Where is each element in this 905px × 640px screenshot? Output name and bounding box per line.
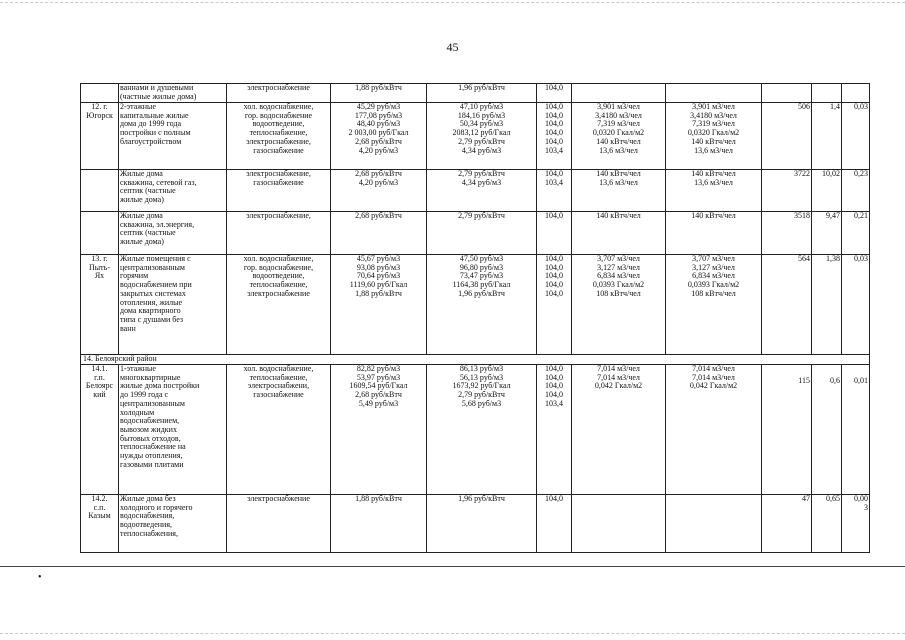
cell-services (227, 255, 331, 355)
cell-housing-category (119, 84, 227, 103)
cell-services (227, 365, 331, 495)
cell-line: 56,13 руб/м3 (459, 372, 504, 382)
cell-tariff-before (331, 255, 427, 355)
cell-line: скважина, эл.энергия, (120, 219, 195, 229)
cell-line: г.п. (94, 372, 105, 382)
cell-line: 13,6 м3/чел (694, 145, 733, 155)
cell-line: 3,707 м3/чел (692, 254, 735, 263)
cell-line: 104,0 (545, 254, 563, 263)
cell-norm-before (572, 103, 666, 170)
cell-line: септик (частные (120, 186, 176, 196)
cell-line: септик (частные (120, 228, 176, 238)
cell-tariff-before (331, 495, 427, 553)
cell-line: 104,0 (545, 102, 563, 111)
cell-line: жилые дома) (120, 195, 164, 205)
cell-line: 1,96 руб/кВтч (458, 83, 505, 92)
cell-population-share: 1,38 (812, 255, 842, 355)
cell-line: 14.1. (91, 364, 108, 373)
cell-line: 108 кВтч/чел (596, 288, 641, 298)
cell-population: 3518 (762, 212, 812, 255)
cell-line: постройки с полным (120, 128, 191, 138)
cell-line: скважина, сетевой газ, (120, 177, 197, 187)
row-yugorsk-gas (81, 170, 870, 212)
cell-line: 3,901 м3/чел (692, 102, 735, 111)
cell-line: 13,6 м3/чел (694, 177, 733, 187)
cell-services (227, 495, 331, 553)
cell-line: централизованным (120, 398, 185, 408)
cell-tariff-before (331, 212, 427, 255)
cell-index (537, 170, 572, 212)
cell-line: 82,82 руб/м3 (356, 364, 401, 373)
cell-line: хол. водоснабжение, (243, 254, 314, 263)
cell-line: с.п. (93, 502, 106, 512)
cell-line: Казым (88, 511, 111, 521)
cell-population: 115 (762, 365, 812, 495)
cell-line: 13,6 м3/чел (599, 177, 638, 187)
cell-line: гор. водоснабжение (244, 110, 313, 120)
cell-line: 104,0 (545, 262, 563, 272)
cell-line: водоснабжением при (120, 280, 192, 290)
cell-line: 45,67 руб/м3 (356, 254, 401, 263)
cell-line: 5,68 руб/м3 (461, 398, 502, 408)
cell-housing-category (119, 170, 227, 212)
cell-line: Ях (94, 271, 105, 281)
cell-line: 1673,92 руб/Гкал (452, 381, 511, 391)
cell-number (81, 255, 119, 355)
cell-index (537, 84, 572, 103)
cell-line: 103,4 (545, 177, 563, 187)
cell-line: 104,0 (545, 288, 563, 298)
cell-norm-after (666, 212, 762, 255)
cell-line: 3 (864, 502, 868, 512)
section-beloyarsky (81, 355, 870, 365)
cell-norm-before (572, 255, 666, 355)
cell-line: 93,08 руб/м3 (356, 262, 401, 272)
cell-line: жилые дома) (120, 237, 164, 247)
cell-line: 2,79 руб/кВтч (458, 211, 505, 220)
row-pyt-yakh (81, 255, 870, 355)
cell-line: 3,127 м3/чел (597, 262, 640, 272)
cell-population-share (812, 84, 842, 103)
cell-population-share: 9,47 (812, 212, 842, 255)
cell-line: 3,4180 м3/чел (690, 110, 737, 120)
cell-line: 104,0 (545, 390, 563, 400)
cell-total-share: 0,23 (842, 170, 870, 212)
cell-services (227, 212, 331, 255)
cell-line: дома до 1999 года (120, 119, 182, 129)
cell-line: 104,0 (545, 280, 563, 290)
cell-tariff-after (427, 255, 537, 355)
row-beloyarsky (81, 365, 870, 495)
cell-line: 0,0393 Гкал/м2 (592, 280, 645, 290)
cell-line: электроснабжение (247, 494, 310, 503)
cell-line: 140 кВтч/чел (596, 211, 641, 220)
cell-tariff-after (427, 84, 537, 103)
cell-line: жилые дома постройки (120, 381, 200, 391)
cell-line: 1164,38 руб/Гкал (452, 280, 511, 290)
cell-line: водоснабжением, (120, 416, 180, 426)
cell-line: электроснабжени, (247, 381, 310, 391)
cell-line: 0,0393 Гкал/м2 (687, 280, 740, 290)
tariff-table (80, 83, 870, 553)
cell-line: многоквартирные (120, 372, 181, 382)
cell-total-share: 0,21 (842, 212, 870, 255)
cell-line: 73,47 руб/м3 (459, 271, 504, 281)
cell-line: 47,50 руб/м3 (459, 254, 504, 263)
cell-line: благоустройством (120, 136, 182, 146)
cell-population (762, 84, 812, 103)
cell-line: 13,6 м3/чел (599, 145, 638, 155)
cell-total-share: 0,01 (842, 365, 870, 495)
cell-population-share: 0,65 (812, 495, 842, 553)
cell-line: 6,834 м3/чел (597, 271, 640, 281)
cell-tariff-before (331, 103, 427, 170)
cell-housing-category (119, 212, 227, 255)
cell-line: 1609,54 руб/Гкал (349, 381, 408, 391)
cell-population: 506 (762, 103, 812, 170)
cell-line: Пыть- (89, 262, 110, 272)
cell-tariff-after (427, 365, 537, 495)
cell-line: теплоснабжения, (120, 528, 178, 538)
cell-line: 2,79 руб/кВтч (458, 169, 505, 178)
cell-line: электроснабжение, (246, 169, 311, 178)
cell-norm-before (572, 170, 666, 212)
cell-total-share (842, 495, 870, 553)
cell-line: 4,20 руб/м3 (358, 145, 399, 155)
cell-line: вывозом жидких (120, 424, 177, 434)
cell-line: нужды отопления, (120, 451, 183, 461)
cell-line: 104,0 (545, 494, 563, 503)
cell-line: электроснабжение (247, 83, 310, 92)
cell-line: 2,68 руб/кВтч (355, 390, 402, 400)
cell-line: 2083,12 руб/Гкал (452, 128, 511, 138)
cell-line: 45,29 руб/м3 (356, 102, 401, 111)
cell-line: кий (93, 390, 106, 400)
cell-line: 4,20 руб/м3 (358, 177, 399, 187)
cell-line: 7,014 м3/чел (597, 372, 640, 382)
cell-total-share (842, 84, 870, 103)
cell-line: централизованным (120, 262, 185, 272)
cell-norm-before (572, 84, 666, 103)
cell-norm-before (572, 365, 666, 495)
cell-line: ванн (120, 323, 136, 333)
cell-line: 7,319 м3/чел (692, 119, 735, 129)
cell-number (81, 103, 119, 170)
cell-population: 564 (762, 255, 812, 355)
cell-line: 0,0320 Гкал/м2 (687, 128, 740, 138)
cell-line: 6,834 м3/чел (692, 271, 735, 281)
cell-index (537, 495, 572, 553)
cell-norm-after (666, 365, 762, 495)
cell-line: 2,68 руб/кВтч (355, 136, 402, 146)
scan-bottom-edge (0, 633, 905, 634)
cell-population-share: 0,6 (812, 365, 842, 495)
cell-population-share: 10,02 (812, 170, 842, 212)
cell-line: водоснабжения, (120, 511, 175, 521)
cell-line: Жилые дома без (120, 494, 176, 503)
scan-top-edge (0, 2, 905, 3)
cell-line: 12. г. (91, 102, 108, 111)
cell-line: 14.2. (91, 494, 108, 503)
cell-line: 184,16 руб/м3 (457, 110, 506, 120)
cell-tariff-before (331, 84, 427, 103)
cell-tariff-before (331, 365, 427, 495)
cell-housing-category (119, 255, 227, 355)
cell-line: 1,88 руб/кВтч (355, 494, 402, 503)
cell-line: Югорск (86, 110, 113, 120)
cell-line: горячим (120, 271, 149, 281)
cell-line: закрытых системах (120, 288, 186, 298)
cell-line: теплоснабжение, (249, 372, 308, 382)
cell-total-share: 0,03 (842, 103, 870, 170)
cell-line: ваннами и душевыми (120, 83, 194, 92)
cell-line: 50,34 руб/м3 (459, 119, 504, 129)
cell-population-share: 1,4 (812, 103, 842, 170)
cell-number (81, 212, 119, 255)
section-label: 14. Белоярский район (81, 355, 870, 365)
cell-line: 104,0 (545, 372, 563, 382)
cell-line: 104,0 (545, 110, 563, 120)
cell-line: 1,96 руб/кВтч (458, 494, 505, 503)
cell-population: 47 (762, 495, 812, 553)
cell-line: 0,042 Гкал/м2 (689, 381, 738, 391)
cell-line: 1,88 руб/кВтч (355, 83, 402, 92)
cell-line: 140 кВтч/чел (691, 211, 736, 220)
cell-line: газоснабжение (253, 390, 304, 400)
cell-tariff-after (427, 212, 537, 255)
cell-line: 2,68 руб/кВтч (355, 211, 402, 220)
cell-index (537, 255, 572, 355)
cell-line: 104,0 (545, 381, 563, 391)
cell-norm-after (666, 84, 762, 103)
cell-line: 3,901 м3/чел (597, 102, 640, 111)
row-continued (81, 84, 870, 103)
cell-line: 2,79 руб/кВтч (458, 136, 505, 146)
cell-line: хол. водоснабжение, (243, 364, 314, 373)
cell-line: 104,0 (545, 364, 563, 373)
cell-line: газоснабжение (253, 145, 304, 155)
cell-line: 4,34 руб/м3 (461, 177, 502, 187)
cell-line: холодным (120, 407, 155, 417)
cell-line: 140 кВтч/чел (596, 136, 641, 146)
cell-line: 104,0 (545, 119, 563, 129)
page-number: 45 (446, 40, 459, 54)
cell-line: 1119,60 руб/Гкал (349, 280, 408, 290)
cell-housing-category (119, 495, 227, 553)
cell-housing-category (119, 365, 227, 495)
cell-norm-after (666, 170, 762, 212)
cell-line: хол. водоснабжение, (243, 102, 314, 111)
cell-line: 140 кВтч/чел (691, 169, 736, 178)
cell-line: 2-этажные (120, 102, 156, 111)
cell-services (227, 84, 331, 103)
cell-line: 2 003,00 руб/Гкал (348, 128, 409, 138)
cell-number (81, 170, 119, 212)
cell-norm-after (666, 103, 762, 170)
cell-line: 104,0 (545, 211, 563, 220)
cell-line: 2,68 руб/кВтч (355, 169, 402, 178)
cell-line: 103,4 (545, 398, 563, 408)
cell-line: 53,97 руб/м3 (356, 372, 401, 382)
cell-line: Жилые дома (120, 211, 163, 220)
cell-line: газоснабжение (253, 177, 304, 187)
cell-line: Белоярс (85, 381, 114, 391)
cell-line: 7,014 м3/чел (692, 364, 735, 373)
cell-norm-after (666, 255, 762, 355)
cell-line: электроснабжение, (246, 136, 311, 146)
cell-total-share: 0,03 (842, 255, 870, 355)
cell-line: электроснабжение, (246, 211, 311, 220)
cell-line: 70,64 руб/м3 (356, 271, 401, 281)
row-yugorsk-capital (81, 103, 870, 170)
cell-line: Жилые помещения с (120, 254, 191, 263)
cell-line: водоотведение, (252, 119, 305, 129)
cell-line: 104,0 (545, 83, 563, 92)
cell-line: типа с душами без (120, 314, 184, 324)
cell-line: холодного и горячего (120, 502, 193, 512)
cell-line: Жилые дома (120, 169, 163, 178)
cell-norm-after (666, 495, 762, 553)
cell-line: 7,014 м3/чел (597, 364, 640, 373)
cell-line: 13. г. (91, 254, 108, 263)
cell-line: 0,0320 Гкал/м2 (592, 128, 645, 138)
cell-tariff-before (331, 170, 427, 212)
cell-line: 108 кВтч/чел (691, 288, 736, 298)
cell-line: гор. водоснабжение, (243, 262, 314, 272)
cell-line: 104,0 (545, 271, 563, 281)
cell-line: теплоснабжение, (249, 128, 308, 138)
cell-line: 3,707 м3/чел (597, 254, 640, 263)
cell-line: 2,79 руб/кВтч (458, 390, 505, 400)
cell-line: 0,042 Гкал/м2 (594, 381, 643, 391)
cell-line: 3,127 м3/чел (692, 262, 735, 272)
cell-index (537, 103, 572, 170)
cell-line: теплоснабжение на (120, 442, 186, 452)
cell-line: 5,49 руб/м3 (358, 398, 399, 408)
cell-line: отопления, жилые (120, 297, 183, 307)
cell-line: капитальные жилые (120, 110, 189, 120)
cell-line: 103,4 (545, 145, 563, 155)
cell-line: 4,34 руб/м3 (461, 145, 502, 155)
cell-line: 1,96 руб/кВтч (458, 288, 505, 298)
cell-line: 96,80 руб/м3 (459, 262, 504, 272)
cell-number (81, 365, 119, 495)
cell-line: 177,08 руб/м3 (354, 110, 403, 120)
cell-line: до 1999 года с (120, 390, 169, 400)
cell-line: 7,319 м3/чел (597, 119, 640, 129)
cell-line: дома квартирного (120, 306, 181, 316)
cell-line: 1-этажные (120, 364, 156, 373)
cell-line: 1,88 руб/кВтч (355, 288, 402, 298)
row-kazym (81, 495, 870, 553)
cell-number (81, 495, 119, 553)
cell-line: 104,0 (545, 169, 563, 178)
cell-line: 140 кВтч/чел (691, 136, 736, 146)
cell-line: водоотведение, (252, 271, 305, 281)
row-yugorsk-electric (81, 212, 870, 255)
cell-index (537, 365, 572, 495)
cell-line: 7,014 м3/чел (692, 372, 735, 382)
cell-line: 140 кВтч/чел (596, 169, 641, 178)
cell-tariff-after (427, 170, 537, 212)
cell-line: (частные жилые дома) (120, 91, 197, 101)
cell-norm-before (572, 495, 666, 553)
cell-line: 3,4180 м3/чел (595, 110, 642, 120)
cell-norm-before (572, 212, 666, 255)
cell-line: бытовых отходов, (120, 433, 181, 443)
cell-services (227, 103, 331, 170)
cell-line: 86,13 руб/м3 (459, 364, 504, 373)
cell-line: 104,0 (545, 136, 563, 146)
cell-housing-category (119, 103, 227, 170)
cell-tariff-after (427, 495, 537, 553)
cell-line: 0,00 (854, 494, 868, 503)
cell-index (537, 212, 572, 255)
cell-line: водоотведения, (120, 520, 172, 530)
cell-line: 47,10 руб/м3 (459, 102, 504, 111)
cell-line: теплоснабжение, (249, 280, 308, 290)
cell-number (81, 84, 119, 103)
cell-population: 3722 (762, 170, 812, 212)
cell-line: 48,40 руб/м3 (356, 119, 401, 129)
scan-mark: • (38, 572, 42, 583)
cell-line: электроснабжение (247, 288, 310, 298)
cell-line: газовыми плитами (120, 459, 184, 469)
page-bottom-rule (0, 566, 905, 567)
cell-services (227, 170, 331, 212)
cell-tariff-after (427, 103, 537, 170)
cell-line: 104,0 (545, 128, 563, 138)
